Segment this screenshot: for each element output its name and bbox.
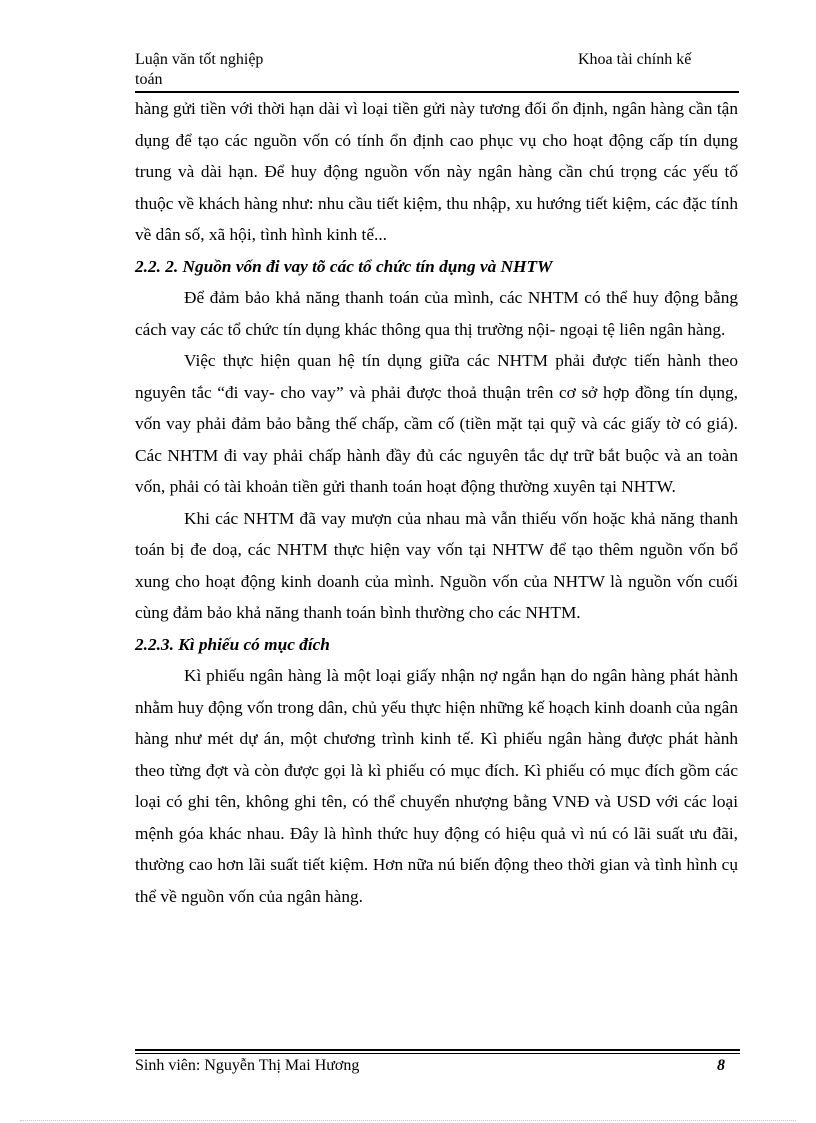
section-heading-2-2-3: 2.2.3. Kì phiếu có mục đích (135, 634, 330, 654)
section-heading-2-2-2: 2.2. 2. Nguồn vốn đi vay tõ các tổ chức tín dụng và NHTW (135, 256, 553, 276)
paragraph-deposits-continued: hàng gửi tiền với thời hạn dài vì loại tiền gửi này tương đối ổn định, ngân hàng cần tận dụng để tạo các nguồn vốn có tính ổn định cao phục vụ cho hoạt động cấp tín dụng trung và dài hạn. Để huy động nguồn vốn này ngân hàng cần chú trọng các yếu tố thuộc về khách hàng như: nhu cầu tiết kiệm, thu nhập, xu hướng tiết kiệm, các đặc tính về dân số, xã hội, tình hình kinh tế... (135, 99, 738, 244)
footer-divider-thin (135, 1053, 740, 1054)
paragraph-promissory-notes: Kì phiếu ngân hàng là một loại giấy nhận nợ ngắn hạn do ngân hàng phát hành nhằm huy động vốn trong dân, chủ yếu thực hiện những kế hoạch kinh doanh của ngân hàng như mét dự án, một chương trình kinh tế. Kì phiếu ngân hàng được phát hành theo từng đợt và còn được gọi là kì phiếu có mục đích. Kì phiếu có mục đích gồm các loại có ghi tên, không ghi tên, có thể chuyển nhượng bằng VNĐ và USD với các loại mệnh góa khác nhau. Đây là hình thức huy động có hiệu quả vì nú có lãi suất ưu đãi, thường cao hơn lãi suất tiết kiệm. Hơn nữa nú biến động theo thời gian và tình hình cụ thể về nguồn vốn của ngân hàng. (135, 666, 738, 906)
header-left (135, 50, 335, 90)
page-header (135, 50, 739, 96)
page-footer (135, 1055, 739, 1077)
header-faculty: Khoa tài chính kế (578, 51, 692, 68)
header-thesis-title-continued: toán (135, 71, 163, 88)
footer-student-name: Sinh viên: Nguyễn Thị Mai Hương (135, 1057, 360, 1074)
page-edge-divider (20, 1120, 796, 1121)
footer-divider-thick (135, 1049, 740, 1051)
page-number: 8 (717, 1057, 725, 1074)
document-body (135, 93, 738, 912)
paragraph-interbank-borrowing: Để đảm bảo khả năng thanh toán của mình, các NHTM có thể huy động bằng cách vay các tổ chức tín dụng khác thông qua thị trường nội- ngoại tệ liên ngân hàng. (135, 288, 738, 339)
paragraph-central-bank-lending: Khi các NHTM đã vay mượn của nhau mà vẫn thiếu vốn hoặc khả năng thanh toán bị đe doạ, các NHTM thực hiện vay vốn tại NHTW để tạo thêm nguồn vốn bổ xung cho hoạt động kinh doanh của mình. Nguồn vốn của NHTW là nguồn vốn cuối cùng đảm bảo khả năng thanh toán bình thường cho các NHTM. (135, 508, 738, 622)
paragraph-credit-relations: Việc thực hiện quan hệ tín dụng giữa các NHTM phải được tiến hành theo nguyên tắc “đi vay- cho vay” và phải được thoả thuận trên cơ sở hợp đồng tín dụng, vốn vay phải đảm bảo bằng thế chấp, cầm cố (tiền mặt tại quỹ và các giấy tờ có giá). Các NHTM đi vay phải chấp hành đầy đủ các nguyên tắc dự trữ bắt buộc và an toàn vốn, phải có tài khoản tiền gửi thanh toán hoạt động thường xuyên tại NHTW. (135, 351, 738, 496)
header-thesis-title: Luận văn tốt nghiệp (135, 51, 264, 68)
